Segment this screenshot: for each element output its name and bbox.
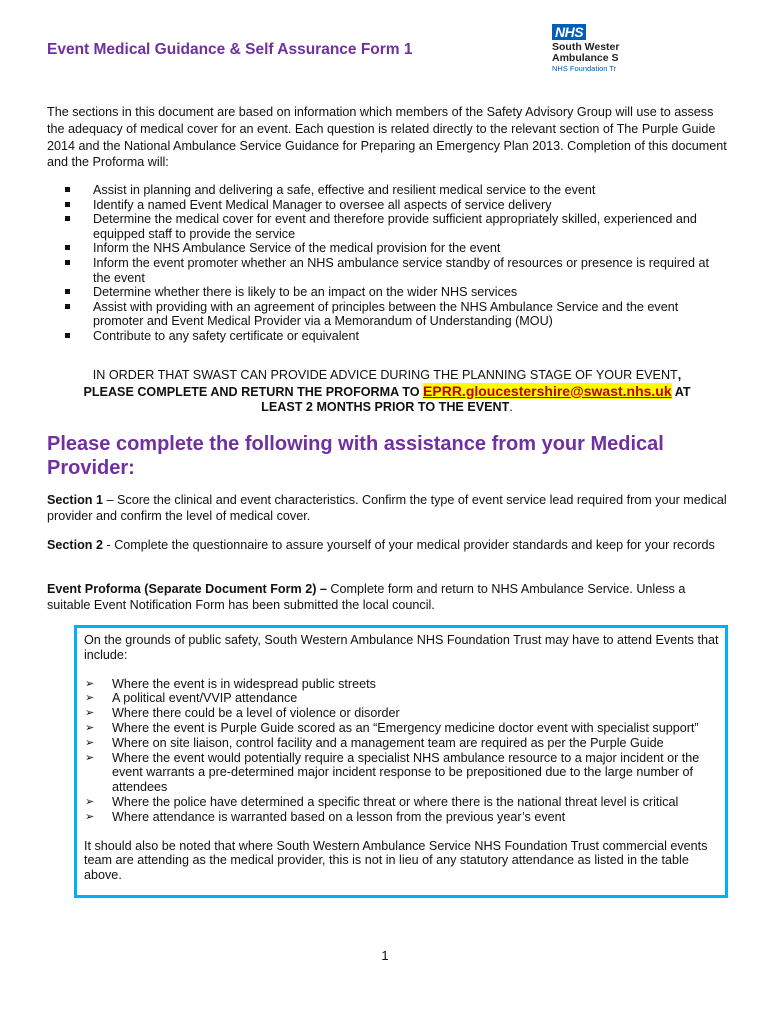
list-item-text: Where the event would potentially require a specialist NHS ambulance resource to a major incident or the event warrants a pre-determined major incident response to be prepositioned due to the large number of attendees [112,750,700,795]
square-bullet-icon [65,216,70,221]
list-item [84,736,724,751]
arrow-bullet-icon: ➢ [85,810,95,823]
arrow-bullet-icon: ➢ [85,795,95,808]
section-1-body: – Score the clinical and event characteristics. Confirm the type of event service lead required from your medical provider and confirm the level of medical cover. [47,493,727,523]
list-item [65,241,727,256]
list-item [84,677,724,692]
list-item [84,691,724,706]
section-2-text [47,538,727,554]
attendance-criteria-list [84,677,724,825]
planning-notice [47,368,727,416]
section-heading: Please complete the following with assistance from your Medical Provider: [47,433,664,479]
purpose-bullet-list [65,183,727,344]
proforma-label: Event Proforma (Separate Document Form 2) – [47,582,327,596]
list-item-text: Where there could be a level of violence or disorder [112,706,400,721]
list-item-text: Where the event is Purple Guide scored as an “Emergency medicine doctor event with specialist support” [112,720,699,735]
arrow-bullet-icon: ➢ [85,736,95,749]
page-number: 1 [381,948,389,963]
list-item [65,285,727,300]
proforma-body: Complete form and return to NHS Ambulance Service. Unless a suitable Event Notification Form has been submitted the local council. [47,582,686,612]
square-bullet-icon [65,304,70,309]
list-item [65,212,727,241]
list-item-text: Where attendance is warranted based on a lesson from the previous year’s event [112,809,566,824]
logo-line-1: South Wester [552,41,620,53]
notice-line-3: LEAST 2 MONTHS PRIOR TO THE EVENT [261,400,510,414]
nhs-badge: NHS [552,24,586,40]
arrow-bullet-icon: ➢ [85,677,95,690]
email-link[interactable]: EPRR.gloucestershire@swast.nhs.uk [423,382,672,399]
logo-line-2: Ambulance S [552,52,619,64]
document-title: Event Medical Guidance & Self Assurance Form 1 [47,41,413,58]
square-bullet-icon [65,187,70,192]
list-item [84,706,724,721]
list-item-text: Assist with providing with an agreement of principles between the NHS Ambulance Service and the event promoter and Event Medical Provider via a Memorandum of Understanding (MOU) [93,299,679,329]
square-bullet-icon [65,289,70,294]
box-intro: On the grounds of public safety, South Western Ambulance NHS Foundation Trust may have to attend Events that include: [84,633,719,662]
attendance-criteria-box [74,625,728,898]
list-item-text: Identify a named Event Medical Manager to oversee all aspects of service delivery [93,197,552,212]
list-item-text: Where on site liaison, control facility and a management team are required as per the Purple Guide [112,735,664,750]
list-item-text: Contribute to any safety certificate or equivalent [93,328,360,343]
arrow-bullet-icon: ➢ [85,707,95,720]
section-2-body: - Complete the questionnaire to assure yourself of your medical provider standards and keep for your records [103,538,715,552]
list-item-text: Determine whether there is likely to be an impact on the wider NHS services [93,285,518,300]
proforma-text [47,582,727,613]
list-item [65,256,727,285]
square-bullet-icon [65,333,70,338]
list-item [65,183,727,198]
list-item-text: A political event/VVIP attendance [112,691,298,706]
intro-paragraph: The sections in this document are based on information which members of the Safety Advisory Group will use to assess the adequacy of medical cover for an event. Each question is related directly to the relevant section of The Purple Guide 2014 and the National Ambulance Service Guidance for Preparing an Emergency Plan 2013. Completion of this document and the Proforma will: [47,105,727,170]
list-item [84,751,724,795]
list-item-text: Inform the event promoter whether an NHS ambulance service standby of resources or presence is required at the event [93,255,709,285]
section-1-text [47,493,727,524]
list-item-text: Determine the medical cover for event and therefore provide sufficient appropriately skilled, experienced and equipped staff to provide the service [93,212,697,241]
list-item [84,795,724,810]
list-item [84,810,724,825]
section-2-label: Section 2 [47,538,103,552]
list-item-text: Inform the NHS Ambulance Service of the medical provision for the event [93,241,501,256]
square-bullet-icon [65,202,70,207]
nhs-logo [552,24,620,74]
list-item [65,329,727,344]
list-item-text: Assist in planning and delivering a safe, effective and resilient medical service to the event [93,183,596,197]
square-bullet-icon [65,245,70,250]
list-item [84,721,724,736]
arrow-bullet-icon: ➢ [85,692,95,705]
list-item [65,300,727,329]
list-item [65,198,727,213]
section-1-label: Section 1 [47,493,103,507]
intro-section [47,104,727,171]
logo-line-3: NHS Foundation Tr [552,64,617,73]
arrow-bullet-icon: ➢ [85,721,95,734]
list-item-text: Where the police have determined a specific threat or where there is the national threat level is critical [112,794,679,809]
notice-line-1: IN ORDER THAT SWAST CAN PROVIDE ADVICE DURING THE PLANNING STAGE OF YOUR EVENT [92,368,678,382]
notice-line-2-end: AT [671,384,691,399]
box-outro: It should also be noted that where South Western Ambulance Service NHS Foundation Trust commercial events team are attending as the medical provider, this is not in lieu of any statutory attendance as listed in the table above. [84,838,708,883]
arrow-bullet-icon: ➢ [85,751,95,764]
notice-line-1-end: , [677,368,682,382]
list-item-text: Where the event is in widespread public streets [112,676,376,691]
square-bullet-icon [65,260,70,265]
notice-line-2: PLEASE COMPLETE AND RETURN THE PROFORMA TO [83,384,424,399]
notice-line-3-end: . [509,400,513,414]
